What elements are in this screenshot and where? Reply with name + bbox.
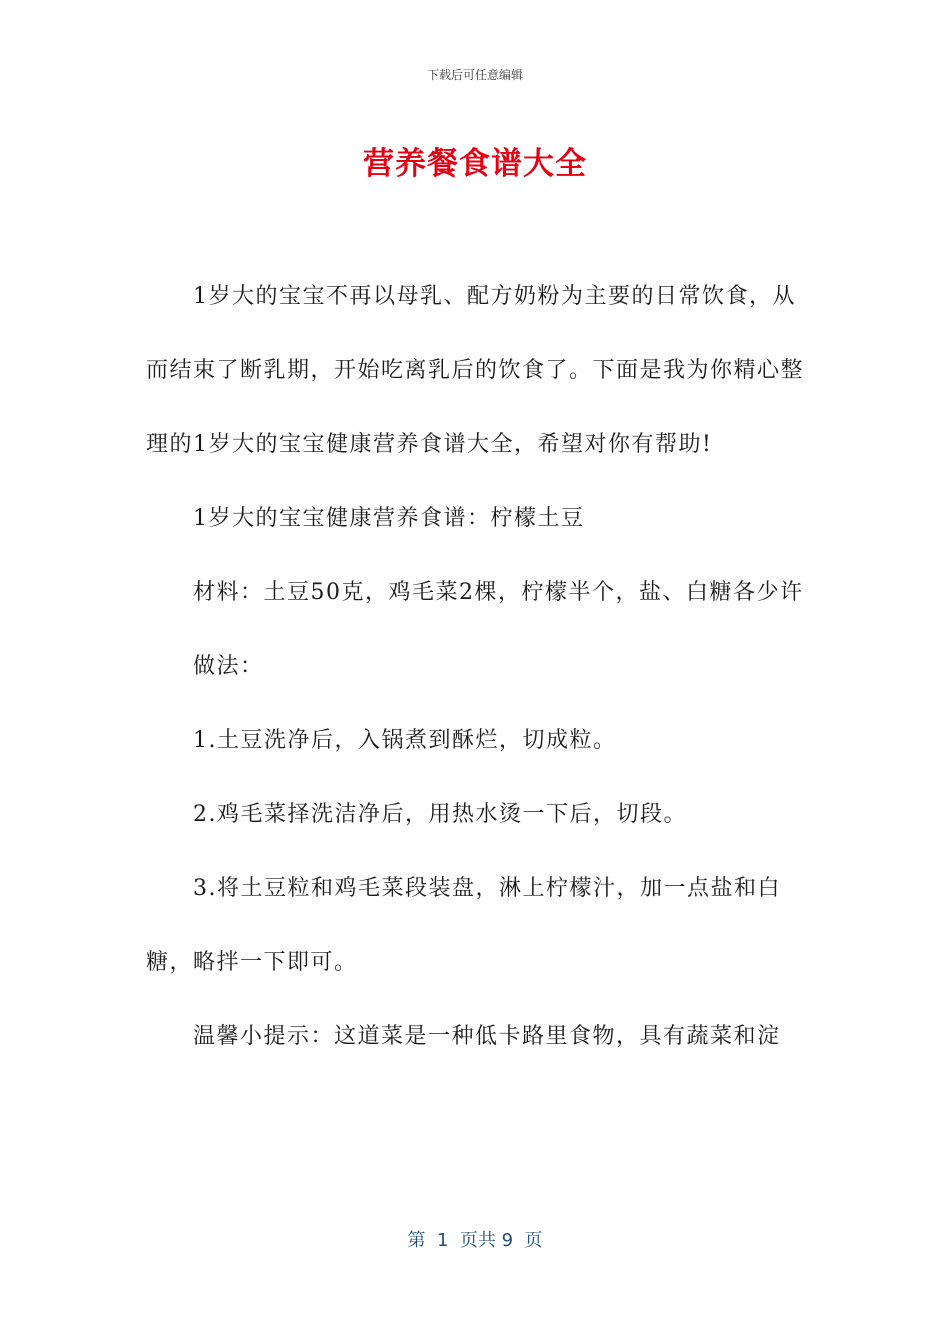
paragraph-step-2: 2.鸡毛菜择洗洁净后，用热水烫一下后，切段。 <box>193 802 687 827</box>
page-footer-pagination: 第 1 页共 9 页 <box>407 1230 543 1251</box>
paragraph-tip: 温馨小提示：这道菜是一种低卡路里食物，具有蔬菜和淀 <box>193 1024 781 1049</box>
page-header-note: 下载后可任意编辑 <box>426 68 523 82</box>
paragraph-step-1: 1.土豆洗净后，入锅煮到酥烂，切成粒。 <box>193 728 617 753</box>
paragraph-recipe-heading: 1岁大的宝宝健康营养食谱：柠檬土豆 <box>193 506 585 531</box>
paragraph-ingredients: 材料：土豆50克，鸡毛菜2棵，柠檬半个，盐、白糖各少许 <box>193 580 804 605</box>
paragraph-intro: 1岁大的宝宝不再以母乳、配方奶粉为主要的日常饮食，从而结束了断乳期，开始吃离乳后的饮食了。下面是我为你精心整理的1岁大的宝宝健康营养食谱大全，希望对你有帮助! <box>146 284 805 457</box>
paragraph-method-label: 做法： <box>193 654 264 679</box>
document-title: 营养餐食谱大全 <box>363 146 587 182</box>
paragraph-step-3: 3.将土豆粒和鸡毛菜段装盘，淋上柠檬汁，加一点盐和白糖，略拌一下即可。 <box>146 876 781 975</box>
document-body <box>146 260 806 1074</box>
